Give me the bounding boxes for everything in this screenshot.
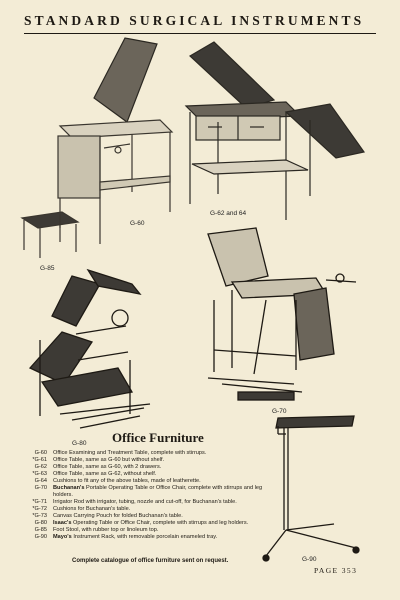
item-description (53, 527, 274, 534)
list-item (24, 457, 274, 464)
item-code: G-70 (34, 485, 47, 491)
item-text: Irrigator Rod with irrigator, tubing, nozzle and cut-off, for Buchanan's table. (53, 499, 237, 505)
section-title: Office Furniture (112, 430, 204, 445)
item-text: Office Table, same as G-62, without shelf. (53, 471, 157, 477)
list-item (24, 520, 274, 527)
item-description (53, 464, 274, 471)
list-item (24, 527, 274, 534)
item-code: G-85 (34, 527, 47, 533)
item-code: *G-63 (32, 471, 47, 477)
item-list (24, 450, 274, 541)
item-code: *G-61 (32, 457, 47, 463)
page-number: PAGE 353 (314, 566, 358, 575)
item-description (53, 534, 274, 541)
g90-stand-illustration (263, 416, 359, 561)
item-text: Office Table, same as G-60, with 2 drawers. (53, 464, 162, 470)
catalogue-note: Complete catalogue of office furniture sent on request. (72, 558, 229, 564)
list-item (24, 450, 274, 457)
item-code: G-64 (34, 478, 47, 484)
item-code: G-62 (34, 464, 47, 470)
g80-caption: G-80 (72, 440, 87, 447)
g60-table-illustration (58, 38, 172, 244)
item-description (53, 499, 274, 506)
list-item (24, 485, 274, 499)
item-description (53, 513, 274, 520)
list-item (24, 464, 274, 471)
item-description (53, 485, 274, 499)
g85-stool-illustration (22, 212, 78, 258)
g62-caption: G-62 and 64 (210, 210, 247, 217)
list-item (24, 534, 274, 541)
item-description (53, 506, 274, 513)
item-text: Instrument Rack, with removable porcelain enameled tray. (73, 534, 218, 540)
g90-caption: G-90 (302, 556, 317, 563)
item-name: Isaac's (53, 520, 72, 526)
item-text: Office Examining and Treatment Table, complete with stirrups. (53, 450, 207, 456)
g62-table-illustration (186, 42, 364, 220)
item-description (53, 457, 274, 464)
item-description (53, 450, 274, 457)
item-text: Operating Table or Office Chair, complete with stirrups and leg holders. (73, 520, 249, 526)
item-name: Buchanan's (53, 485, 85, 491)
item-description (53, 471, 274, 478)
g60-caption: G-60 (130, 220, 145, 227)
item-text: Cushions for Buchanan's table. (53, 506, 131, 512)
list-item (24, 471, 274, 478)
list-item (24, 478, 274, 485)
item-text: Foot Stool, with rubber top or linoleum top. (53, 527, 159, 533)
item-code: G-60 (34, 450, 47, 456)
list-item (24, 506, 274, 513)
item-text: Cushions to fit any of the above tables, made of leatherette. (53, 478, 201, 484)
item-code: *G-73 (32, 513, 47, 519)
g80-table-illustration (30, 270, 150, 428)
item-name: Mayo's (53, 534, 72, 540)
g85-caption: G-85 (40, 265, 55, 272)
list-item (24, 513, 274, 520)
item-code: G-90 (34, 534, 47, 540)
g70-table-illustration (208, 228, 356, 400)
item-description (53, 478, 274, 485)
list-item (24, 499, 274, 506)
item-code: G-80 (34, 520, 47, 526)
page-header-title: STANDARD SURGICAL INSTRUMENTS (24, 13, 365, 28)
g70-caption: G-70 (272, 408, 287, 415)
item-code: *G-72 (32, 506, 47, 512)
item-text: Canvas Carrying Pouch for folded Buchanan's table. (53, 513, 183, 519)
item-text: Office Table, same as G-60 but without shelf. (53, 457, 165, 463)
item-code: *G-71 (32, 499, 47, 505)
item-description (53, 520, 274, 527)
item-text: Portable Operating Table or Office Chair, complete with stirrups and leg holders. (53, 485, 263, 498)
